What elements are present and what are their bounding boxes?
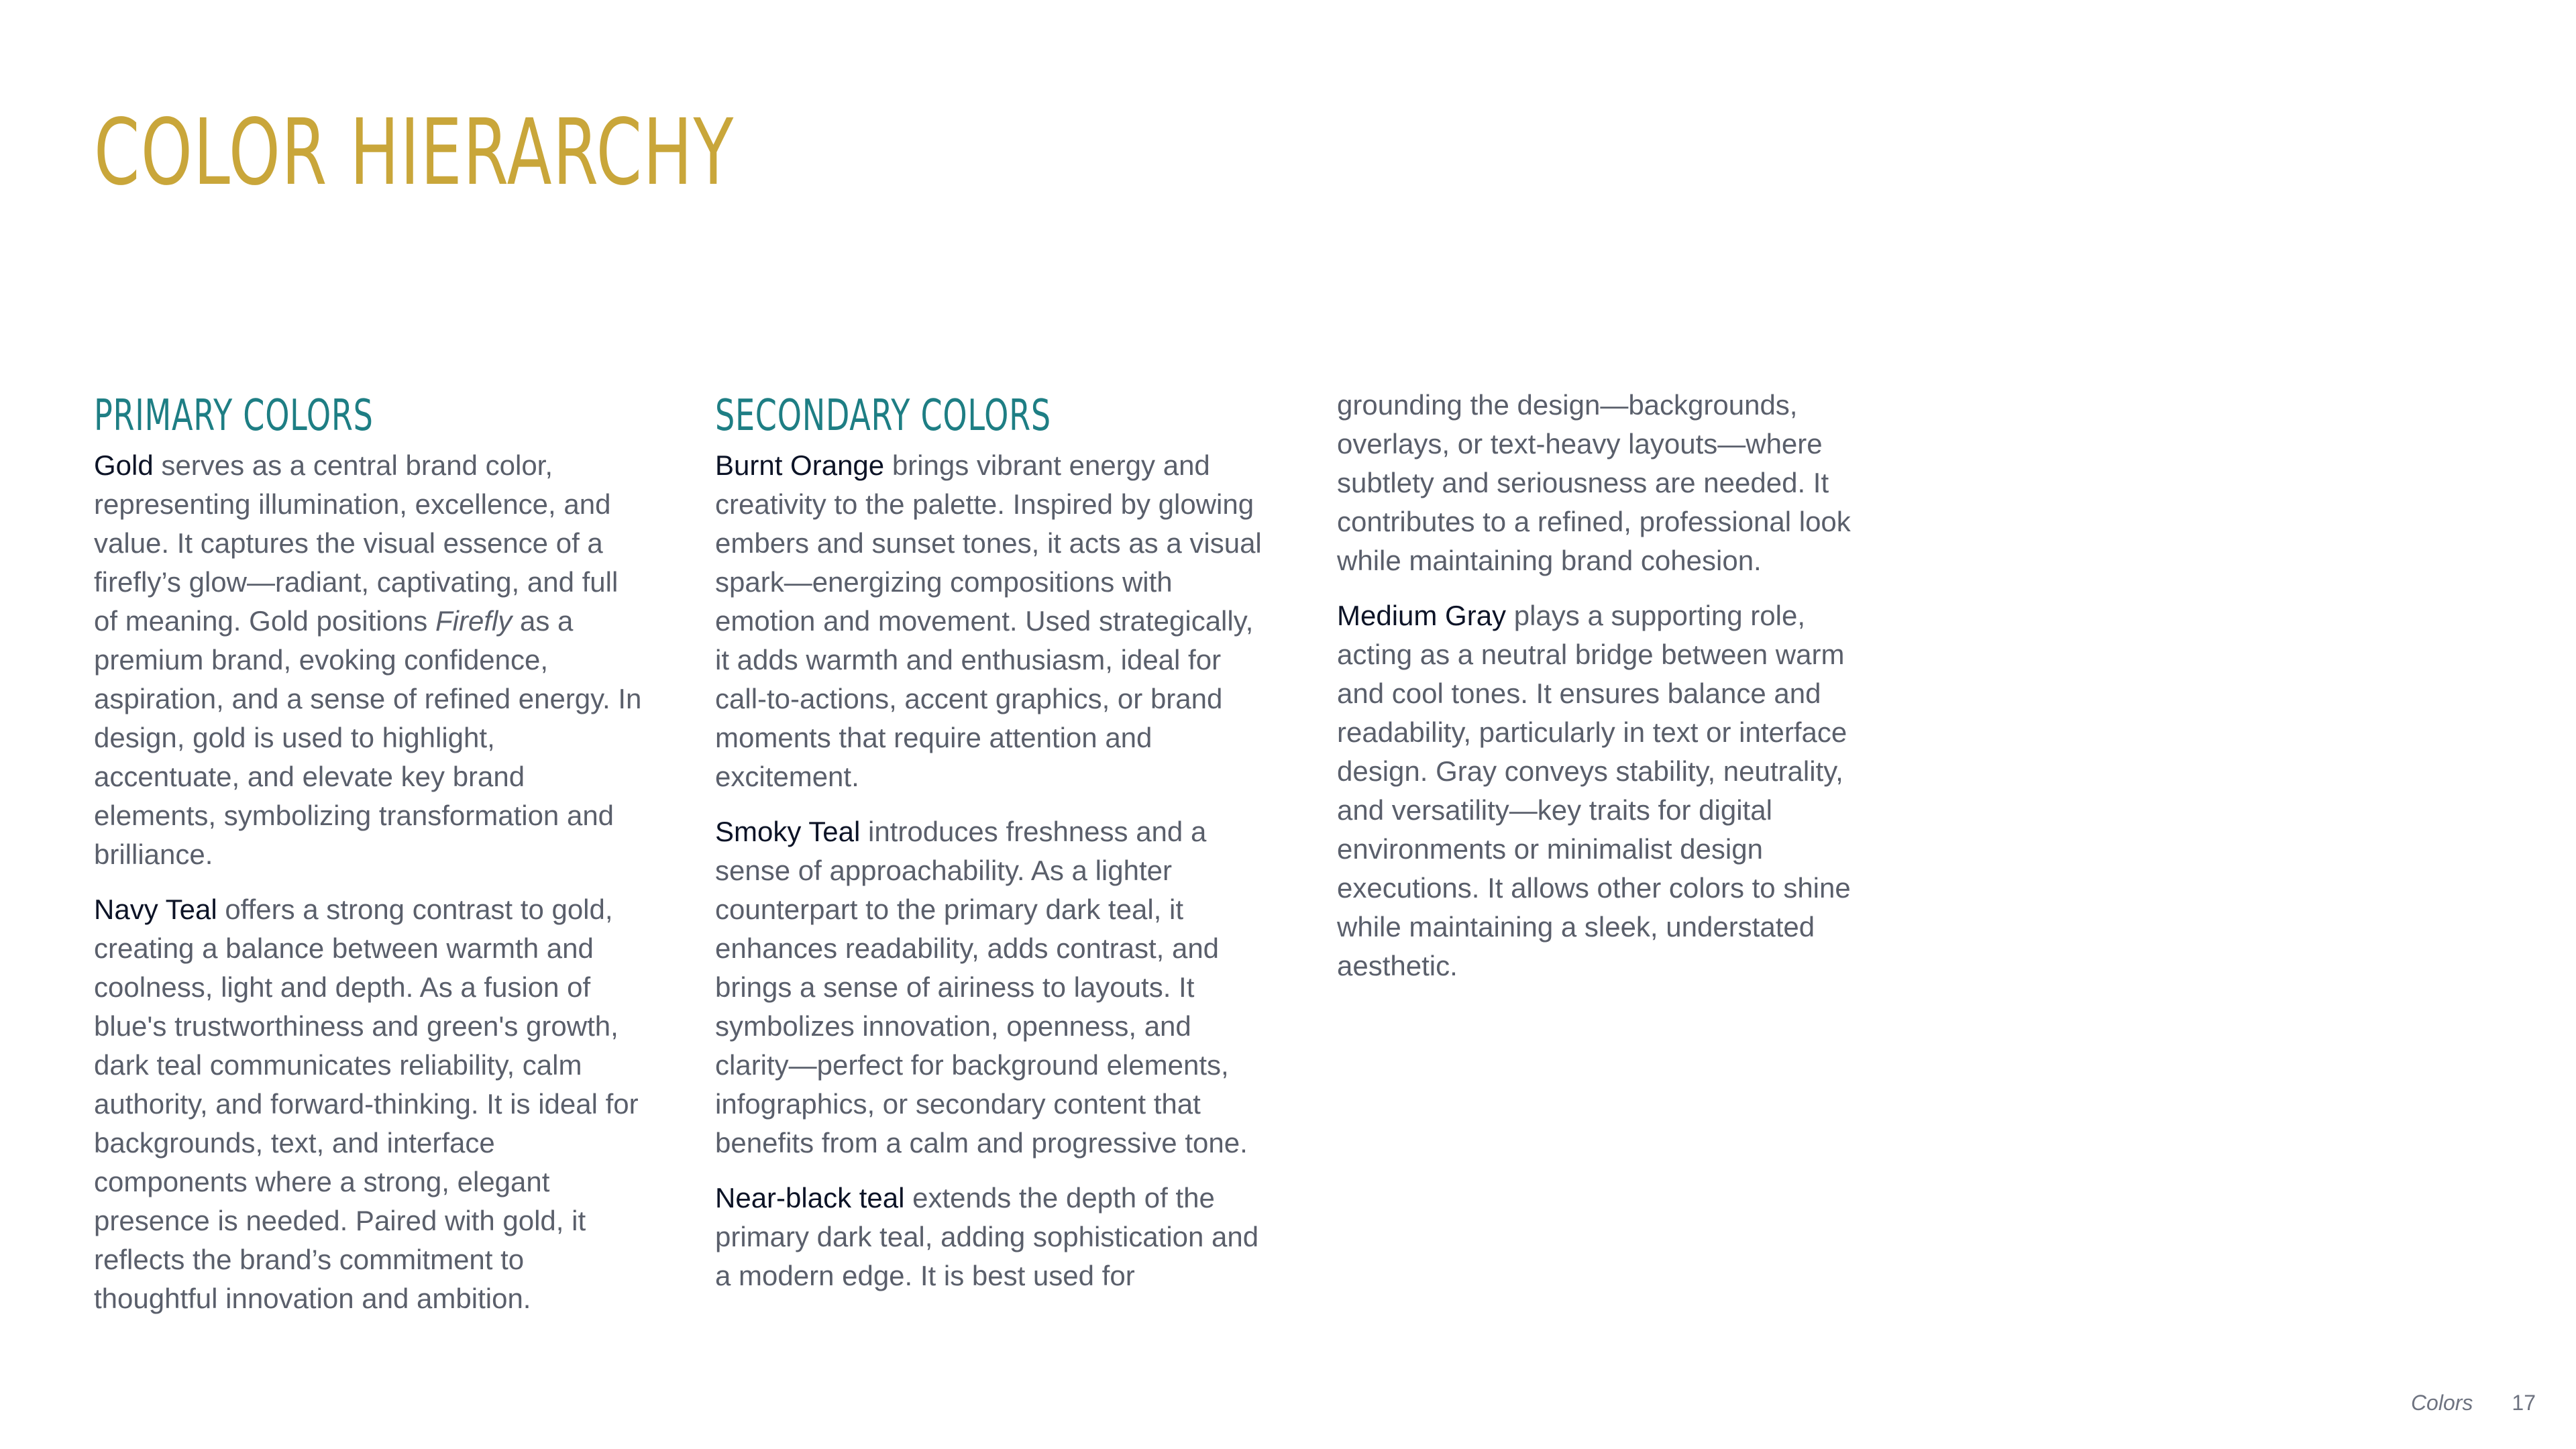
navy-teal-term: Navy Teal xyxy=(94,894,217,925)
primary-colors-column xyxy=(94,392,644,1334)
firefly-brand-name: Firefly xyxy=(435,605,513,637)
primary-colors-heading: PRIMARY COLORS xyxy=(94,391,374,441)
gold-description-end: as a premium brand, evoking confidence, aspiration, and a sense of refined energy. In design, gold is used to highlight, accentuate, and elevate key brand elements, symbolizing transformation and brilliance. xyxy=(94,605,642,870)
page-title: COLOR HIERARCHY xyxy=(94,100,735,206)
near-black-teal-continued: grounding the design—backgrounds, overlays, or text-heavy layouts—where subtlety and seriousness are needed. It contributes to a refined, professional look while maintaining brand cohesion. xyxy=(1337,389,1851,576)
medium-gray-paragraph xyxy=(1337,596,1887,985)
navy-teal-paragraph xyxy=(94,890,644,1318)
page-number: 17 xyxy=(2512,1391,2536,1415)
medium-gray-term: Medium Gray xyxy=(1337,600,1507,631)
burnt-orange-paragraph xyxy=(715,446,1265,796)
smoky-teal-description: introduces freshness and a sense of approachability. As a lighter counterpart to the primary dark teal, it enhances readability, adds contrast, and brings a sense of airiness to layouts. It symbolizes innovation, openness, and clarity—perfect for background elements, infographics, or secondary content that benefits from a calm and progressive tone. xyxy=(715,816,1248,1159)
gold-description-start: serves as a central brand color, representing illumination, excellence, and value. It captures the visual essence of a firefly’s glow—radiant, captivating, and full of meaning. Gold positions xyxy=(94,449,619,637)
burnt-orange-term: Burnt Orange xyxy=(715,449,885,481)
navy-teal-description: offers a strong contrast to gold, creating a balance between warmth and coolness, light and depth. As a fusion of blue's trustworthiness and green's growth, dark teal communicates reliability, calm authority, and forward-thinking. It is ideal for backgrounds, text, and interface components where a strong, elegant presence is needed. Paired with gold, it reflects the brand’s commitment to thoughtful innovation and ambition. xyxy=(94,894,639,1314)
near-black-teal-paragraph xyxy=(715,1179,1265,1295)
gold-term: Gold xyxy=(94,449,154,481)
page-footer xyxy=(2411,1391,2536,1415)
secondary-colors-heading: SECONDARY COLORS xyxy=(715,391,1051,441)
burnt-orange-description: brings vibrant energy and creativity to the palette. Inspired by glowing embers and sunset tones, it acts as a visual spark—energizing compositions with emotion and movement. Used strategically, it adds warmth and enthusiasm, ideal for call-to-actions, accent graphics, or brand moments that require attention and excitement. xyxy=(715,449,1262,792)
medium-gray-description: plays a supporting role, acting as a neutral bridge between warm and cool tones. It ensures balance and readability, particularly in text or interface design. Gray conveys stability, neutrality, and versatility—key traits for digital environments or minimalist design executions. It allows other colors to shine while maintaining a sleek, understated aesthetic. xyxy=(1337,600,1851,981)
secondary-colors-column xyxy=(715,392,1265,1311)
gold-paragraph xyxy=(94,446,644,874)
continued-column xyxy=(1337,386,1887,1002)
footer-section-name: Colors xyxy=(2410,1391,2473,1415)
near-black-teal-term: Near-black teal xyxy=(715,1182,905,1214)
smoky-teal-paragraph xyxy=(715,812,1265,1163)
near-black-teal-description: extends the depth of the primary dark teal, adding sophistication and a modern edge. It is best used for xyxy=(715,1182,1259,1291)
smoky-teal-term: Smoky Teal xyxy=(715,816,861,847)
